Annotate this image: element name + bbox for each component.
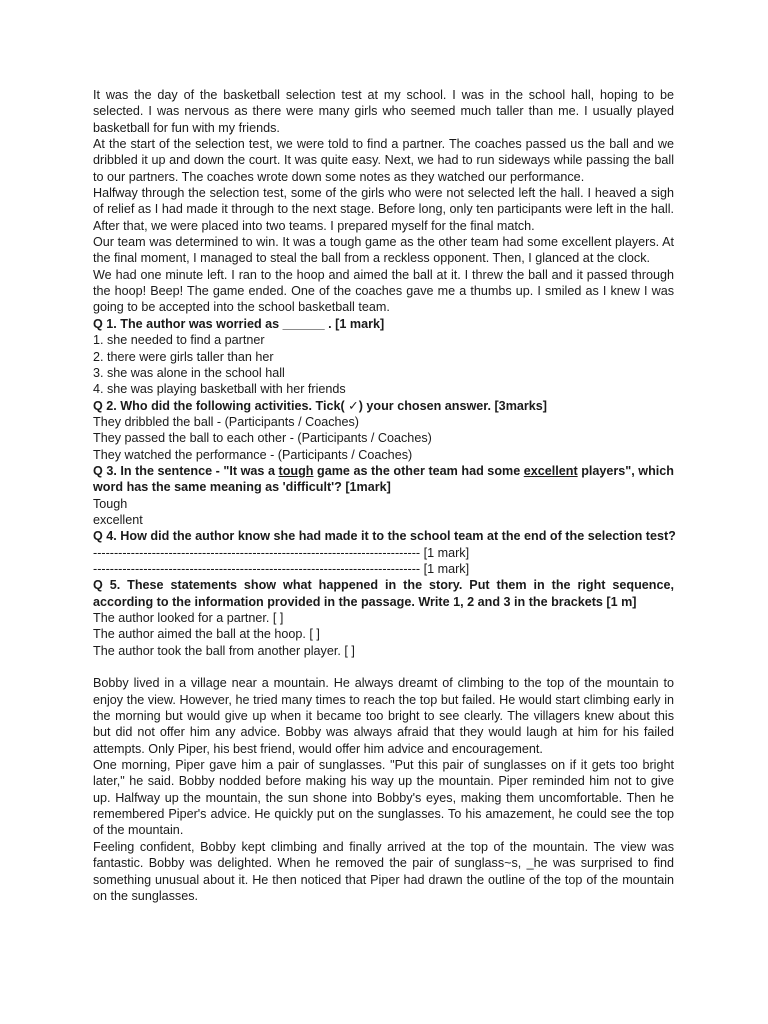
question-5	[93, 577, 674, 659]
worksheet-page	[93, 87, 674, 904]
sequence-statement: The author looked for a partner. [ ]	[93, 611, 284, 625]
question-5-text: Q 5. These statements show what happened in the story. Put them in the right sequence, according to the information provided in the passage. Write 1, 2 and 3 in the brackets [1 m]	[93, 578, 674, 609]
underlined-word-excellent: excellent	[523, 463, 578, 478]
answer-line: ------------------------------------------------------------------------------ [1 mark]	[93, 561, 470, 576]
passage-paragraph: Bobby lived in a village near a mountain. He always dreamt of climbing to the top of the mountain to enjoy the view. However, he tried many times to reach the top but failed. He would start climbing early in the morning but would give up when it became too bright to see clearly. The villagers knew about this but did not offer him any advice. Bobby was always afraid that they would laugh at him for his failed attempts. Only Piper, his best friend, would offer him advice and encouragement.	[93, 676, 674, 756]
activity-row: They dribbled the ball - (Participants / Coaches)	[93, 414, 359, 429]
question-3-end: players", which word has the same meaning as 'difficult'? [1mark]	[93, 463, 674, 495]
question-2-text: Q 2. Who did the following activities. Tick( ✓) your chosen answer. [3marks]	[93, 398, 547, 413]
answer-option: 1. she needed to find a partner	[93, 333, 265, 348]
answer-option: excellent	[93, 512, 143, 527]
question-4	[93, 528, 674, 577]
answer-option: 4. she was playing basketball with her friends	[93, 382, 346, 397]
passage-paragraph: Halfway through the selection test, some of the girls who were not selected left the hall. I heaved a sigh of relief as I had made it through to the next stage. Before long, only ten participants were left in the hall. After that, we were placed into two teams. I prepared myself for the final match.	[93, 186, 674, 233]
passage-mountain	[93, 675, 674, 904]
underlined-word-tough: tough	[278, 463, 314, 478]
question-3-middle: game as the other team had some	[313, 463, 524, 478]
sequence-statement: The author took the ball from another player. [ ]	[93, 643, 355, 658]
question-3-text	[93, 463, 674, 496]
answer-option: 2. there were girls taller than her	[93, 349, 274, 364]
passage-basketball	[93, 87, 674, 316]
question-4-text: Q 4. How did the author know she had made it to the school team at the end of the selection test?	[93, 529, 676, 544]
passage-paragraph: Feeling confident, Bobby kept climbing and finally arrived at the top of the mountain. The view was fantastic. Bobby was delighted. When he removed the pair of sunglass~s, _he was surprised to find something unusual about it. He then noticed that Piper had drawn the outline of the top of the mountain on the sunglasses.	[93, 839, 674, 903]
question-3-start: Q 3. In the sentence - "It was a	[93, 463, 279, 478]
activity-row: They watched the performance - (Participants / Coaches)	[93, 447, 413, 462]
passage-paragraph: It was the day of the basketball selection test at my school. I was in the school hall, hoping to be selected. I was nervous as there were many girls who seemed much taller than me. I usually played basketball for fun with my friends.	[93, 88, 674, 135]
activity-row: They passed the ball to each other - (Participants / Coaches)	[93, 431, 432, 446]
sequence-statement: The author aimed the ball at the hoop. [ ]	[93, 627, 320, 642]
passage-paragraph: One morning, Piper gave him a pair of sunglasses. "Put this pair of sunglasses on if it gets too bright later," he said. Bobby nodded before making his way up the mountain. Piper reminded him not to give up. Halfway up the mountain, the sun shone into Bobby's eyes, making them uncomfortable. Then he remembered Piper's advice. He quickly put on the sunglasses. To his amazement, he could see the top of the mountain.	[93, 758, 674, 838]
answer-line: ------------------------------------------------------------------------------ [1 mark]	[93, 545, 470, 560]
section-spacer	[93, 659, 674, 675]
passage-paragraph: At the start of the selection test, we were told to find a partner. The coaches passed us the ball and we dribbled it up and down the court. It was quite easy. Next, we had to run sideways while passing the ball to our partners. The coaches wrote down some notes as they watched our performance.	[93, 137, 674, 184]
question-2	[93, 398, 674, 463]
question-3	[93, 463, 674, 528]
answer-option: 3. she was alone in the school hall	[93, 365, 285, 380]
passage-paragraph: We had one minute left. I ran to the hoop and aimed the ball at it. I threw the ball and it passed through the hoop! Beep! The game ended. One of the coaches gave me a thumbs up. I smiled as I knew I was going to be accepted into the school basketball team.	[93, 267, 674, 315]
question-1-text: Q 1. The author was worried as ______ . [1 mark]	[93, 316, 385, 331]
passage-paragraph: Our team was determined to win. It was a tough game as the other team had some excellent players. At the final moment, I managed to steal the ball from a reckless opponent. Then, I glanced at the clock.	[93, 235, 674, 266]
answer-option: Tough	[93, 496, 128, 511]
question-1	[93, 316, 674, 398]
